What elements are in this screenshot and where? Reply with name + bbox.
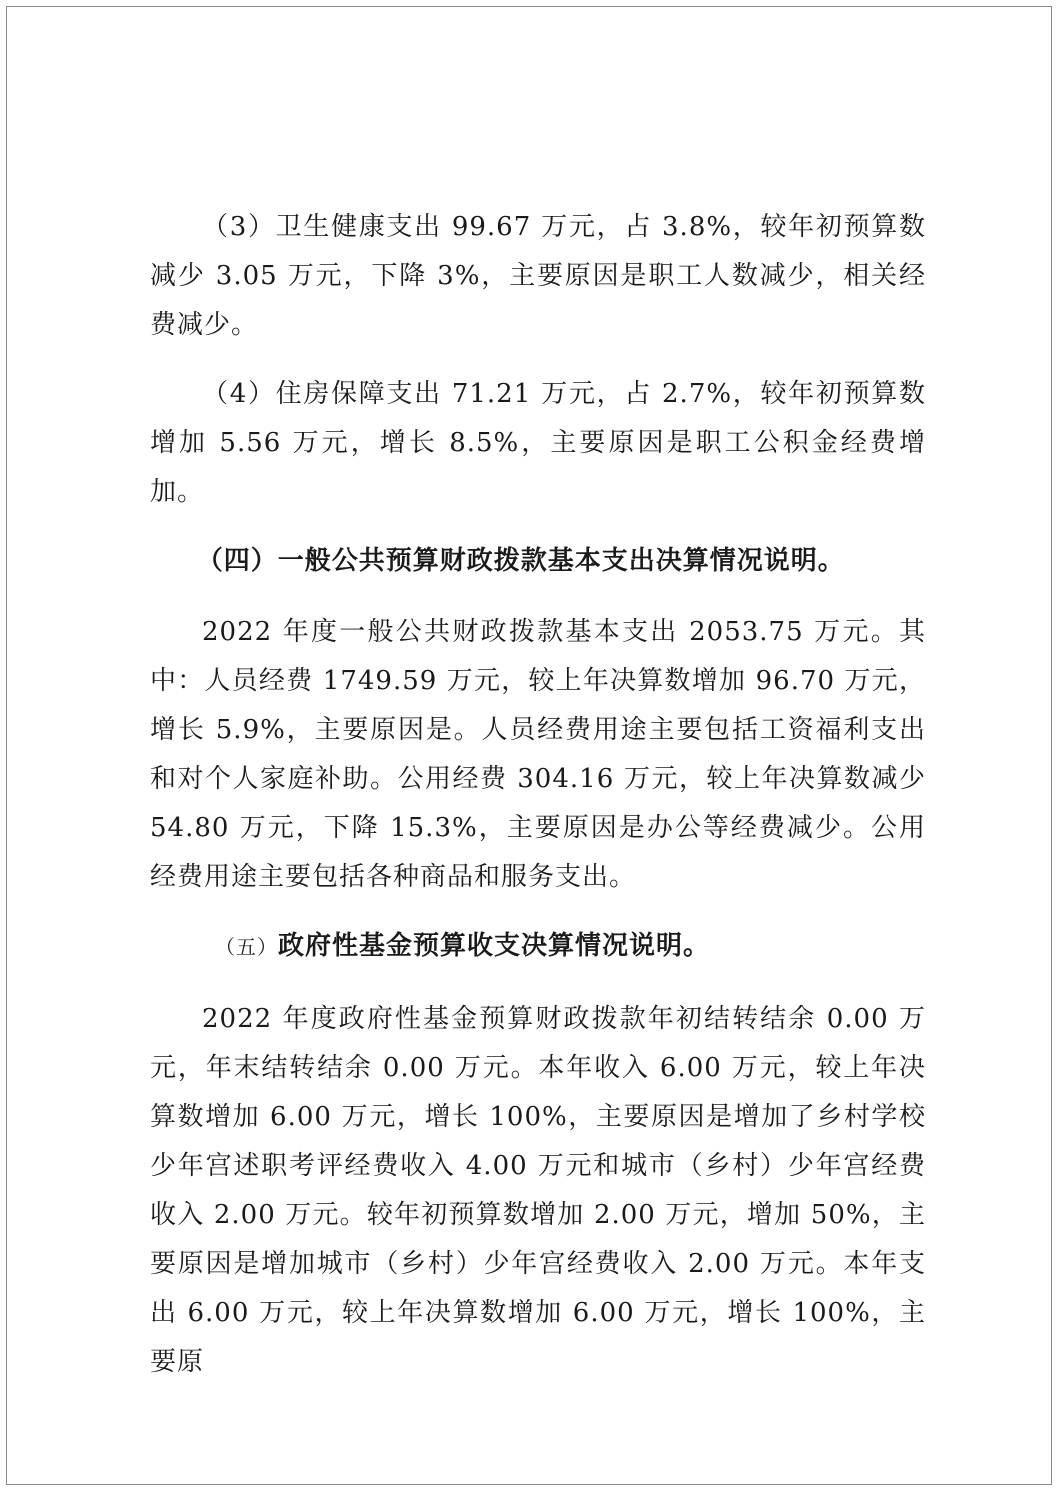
spacer xyxy=(150,902,926,922)
spacer xyxy=(150,586,926,608)
document-body xyxy=(150,203,926,1387)
section-heading-5-number: （五） xyxy=(215,935,278,959)
paragraph-basic-expenditure: 2022 年度一般公共财政拨款基本支出 2053.75 万元。其中：人员经费 1749.59 万元，较上年决算数增加 96.70 万元，增长 5.9%，主要原因是。人员经费用途主要包括工资福利支出和对个人家庭补助。公用经费 304.16 万元，较上年决算数减少 54.80 万元，下降 15.3%，主要原因是办公等经费减少。公用经费用途主要包括各种商品和服务支出。 xyxy=(150,617,926,892)
page xyxy=(6,6,1052,1485)
paragraph-health-expenditure: （3）卫生健康支出 99.67 万元，占 3.8%，较年初预算数减少 3.05 万元，下降 3%，主要原因是职工人数减少，相关经费减少。 xyxy=(150,212,926,340)
section-heading-5 xyxy=(150,922,926,972)
spacer xyxy=(150,517,926,537)
spacer xyxy=(150,972,926,995)
section-heading-4: （四）一般公共预算财政拨款基本支出决算情况说明。 xyxy=(196,546,845,576)
section-heading-5-text: 政府性基金预算收支决算情况说明。 xyxy=(278,931,711,961)
paragraph-government-fund: 2022 年度政府性基金预算财政拨款年初结转结余 0.00 万元，年末结转结余 0.00 万元。本年收入 6.00 万元，较上年决算数增加 6.00 万元，增长 100%，主要原因是增加了乡村学校少年宫述职考评经费收入 4.00 万元和城市（乡村）少年宫经费收入 2.00 万元。较年初预算数增加 2.00 万元，增加 50%，主要原因是增加城市（乡村）少年宫经费收入 2.00 万元。本年支出 6.00 万元，较上年决算数增加 6.00 万元，增长 100%，主要原 xyxy=(150,1004,926,1377)
paragraph-housing-expenditure: （4）住房保障支出 71.21 万元，占 2.7%，较年初预算数增加 5.56 万元，增长 8.5%，主要原因是职工公积金经费增加。 xyxy=(150,379,926,507)
